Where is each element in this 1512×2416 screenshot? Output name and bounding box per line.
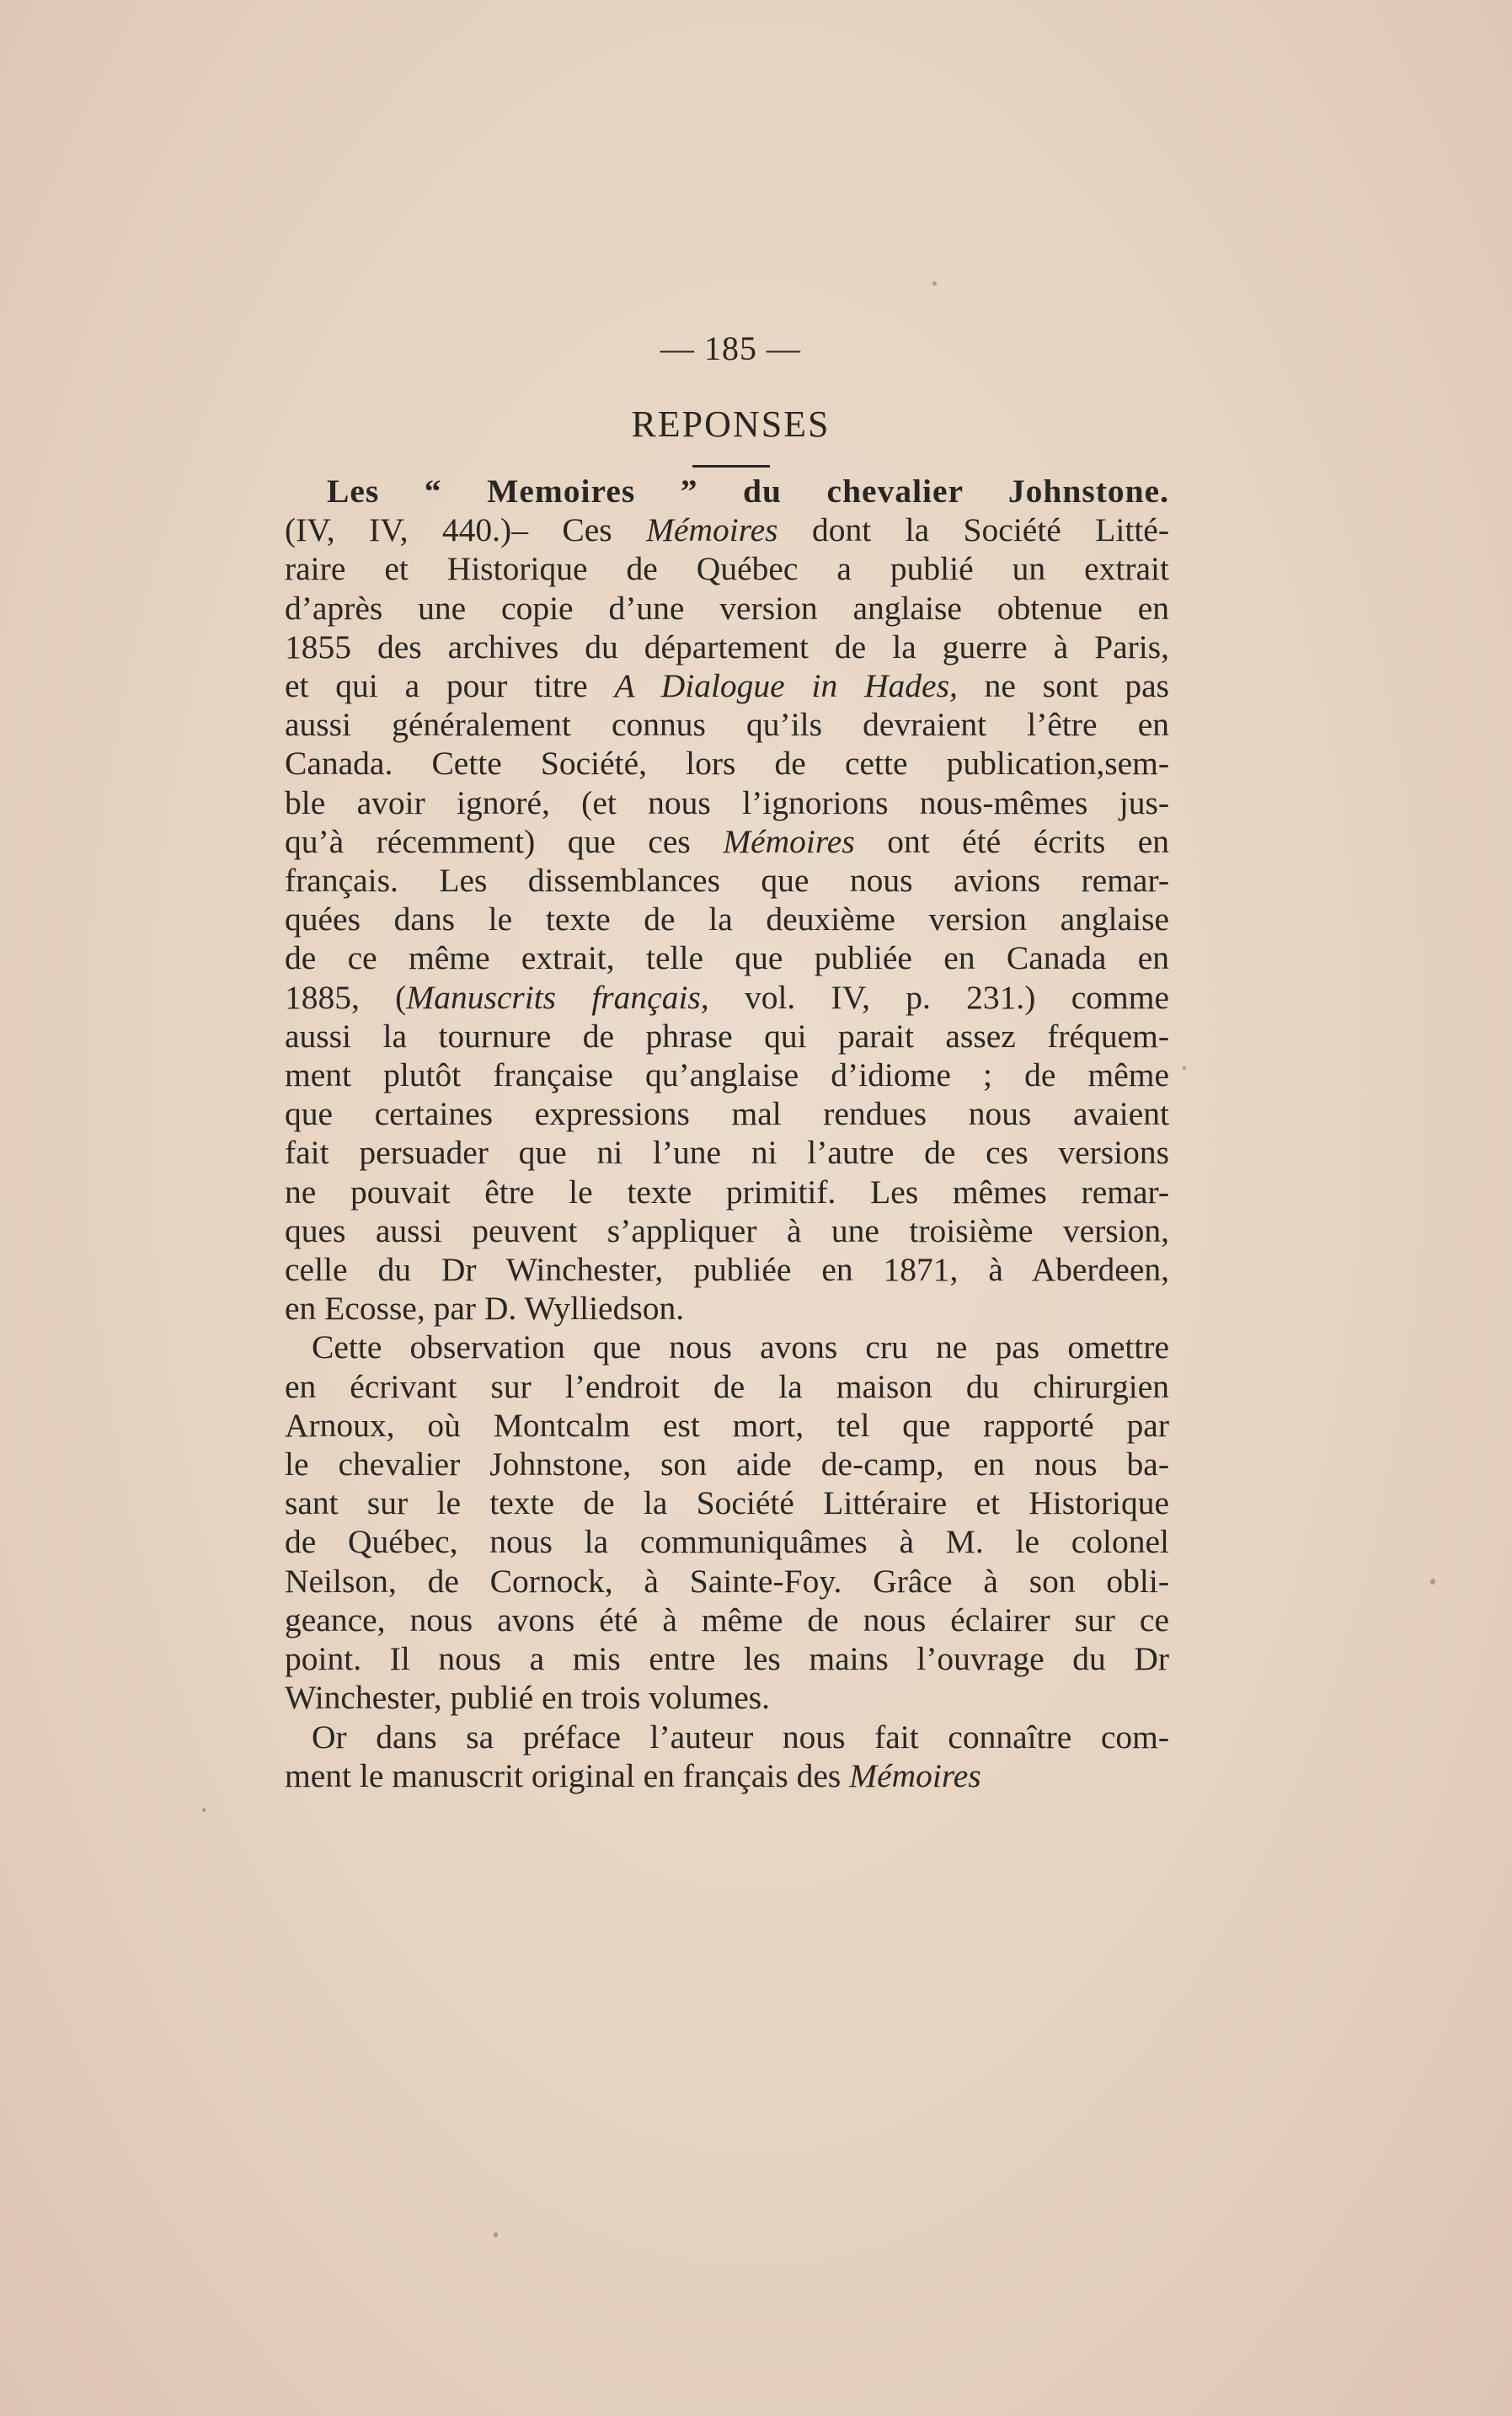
text-run: en Ecosse, par D. Wylliedson. bbox=[285, 1290, 685, 1328]
text-line bbox=[285, 705, 1169, 744]
italic-title: Mémoires bbox=[849, 1756, 981, 1794]
paragraph-1 bbox=[285, 510, 1169, 1328]
paper-speck bbox=[202, 1808, 206, 1812]
text-line bbox=[285, 1483, 1169, 1522]
text-run: aussi généralement connus qu’ils devraient l’être en bbox=[285, 706, 1169, 744]
text-line bbox=[285, 1211, 1169, 1250]
text-run: sant sur le texte de la Société Littéraire et Historique bbox=[285, 1484, 1169, 1522]
section-title: REPONSES bbox=[631, 404, 831, 445]
text-run: Winchester, publié en trois volumes. bbox=[285, 1679, 771, 1717]
text-run: ne pouvait être le texte primitif. Les mêmes remar- bbox=[285, 1173, 1169, 1211]
text-run: de Québec, nous la communiquâmes à M. le colonel bbox=[285, 1523, 1169, 1561]
text-run: d’après une copie d’une version anglaise obtenue en bbox=[285, 589, 1169, 627]
text-run: geance, nous avons été à même de nous éclairer sur ce bbox=[285, 1601, 1169, 1638]
text-line bbox=[285, 1639, 1169, 1678]
italic-title: Mémoires bbox=[646, 511, 778, 549]
paper-speck bbox=[1183, 1066, 1186, 1070]
text-run: ques aussi peuvent s’appliquer à une troisième version, bbox=[285, 1211, 1169, 1249]
text-line bbox=[285, 744, 1169, 783]
page-number: — 185 — bbox=[660, 329, 801, 367]
text-run: Canada. Cette Société, lors de cette publication,sem- bbox=[285, 745, 1169, 783]
text-run: ment plutôt française qu’anglaise d’idiome ; de même bbox=[285, 1056, 1169, 1094]
text-run: qu’à récemment) que ces bbox=[285, 822, 724, 860]
text-run: Or dans sa préface l’auteur nous fait connaître com- bbox=[312, 1718, 1169, 1756]
text-run: le chevalier Johnstone, son aide de-camp, en nous ba- bbox=[285, 1446, 1169, 1483]
text-run: (IV, IV, 440.)– Ces bbox=[285, 511, 647, 549]
text-line bbox=[285, 589, 1169, 628]
text-run: raire et Historique de Québec a publié un extrait bbox=[285, 550, 1169, 588]
text-run: fait persuader que ni l’une ni l’autre de ces versions bbox=[285, 1134, 1169, 1172]
text-run: 1885, ( bbox=[285, 978, 407, 1016]
text-line bbox=[285, 1017, 1169, 1056]
text-line bbox=[285, 1406, 1169, 1445]
title-divider bbox=[692, 465, 770, 468]
text-run: français. Les dissemblances que nous avions remar- bbox=[285, 862, 1169, 900]
text-run: celle du Dr Winchester, publiée en 1871, à Aberdeen, bbox=[285, 1251, 1169, 1289]
text-run: ble avoir ignoré, (et nous l’ignorions nous-mêmes jus- bbox=[285, 783, 1169, 821]
text-line bbox=[285, 1250, 1169, 1289]
text-line bbox=[285, 1718, 1169, 1756]
paper-speck bbox=[932, 281, 937, 286]
article-heading: Les “ Memoires ” du chevalier Johnstone. bbox=[327, 473, 1169, 510]
text-run: en écrivant sur l’endroit de la maison du chirurgien bbox=[285, 1367, 1169, 1405]
text-line bbox=[285, 1289, 1169, 1328]
text-run: aussi la tournure de phrase qui parait assez fréquem- bbox=[285, 1017, 1169, 1055]
article-body bbox=[285, 472, 1169, 1795]
text-run: quées dans le texte de la deuxième version anglaise bbox=[285, 901, 1169, 938]
text-line bbox=[285, 900, 1169, 938]
text-run: dont la Société Litté- bbox=[777, 511, 1169, 549]
text-line bbox=[285, 1056, 1169, 1094]
text-line bbox=[285, 938, 1169, 977]
text-line bbox=[285, 1133, 1169, 1172]
text-line bbox=[285, 1328, 1169, 1366]
text-line bbox=[285, 1094, 1169, 1133]
text-line bbox=[285, 978, 1169, 1017]
text-run: Cette observation que nous avons cru ne pas omettre bbox=[312, 1328, 1169, 1366]
text-line bbox=[285, 1756, 1169, 1795]
text-run: ment le manuscrit original en français des bbox=[285, 1756, 850, 1794]
text-line bbox=[285, 1522, 1169, 1561]
paragraph-3 bbox=[285, 1718, 1169, 1795]
text-line bbox=[285, 1562, 1169, 1601]
text-line bbox=[285, 1367, 1169, 1406]
text-run: Arnoux, où Montcalm est mort, tel que rapporté par bbox=[285, 1406, 1169, 1444]
italic-title: A Dialogue in Hades, bbox=[614, 667, 958, 705]
text-line bbox=[285, 549, 1169, 588]
text-run: ont été écrits en bbox=[854, 822, 1169, 860]
text-line bbox=[285, 783, 1169, 822]
text-line bbox=[285, 1678, 1169, 1717]
text-line bbox=[285, 1601, 1169, 1639]
italic-title: Mémoires bbox=[723, 822, 855, 860]
text-line bbox=[285, 822, 1169, 861]
paragraph-2 bbox=[285, 1328, 1169, 1717]
text-run: 1855 des archives du département de la guerre à Paris, bbox=[285, 628, 1169, 665]
text-run: de ce même extrait, telle que publiée en Canada en bbox=[285, 939, 1169, 977]
text-run: et qui a pour titre bbox=[285, 667, 615, 705]
text-run: vol. IV, p. 231.) comme bbox=[708, 978, 1169, 1016]
text-line bbox=[285, 861, 1169, 900]
paper-speck bbox=[494, 2232, 498, 2237]
text-line bbox=[285, 510, 1169, 549]
text-run: point. Il nous a mis entre les mains l’ouvrage du Dr bbox=[285, 1640, 1169, 1678]
text-run: Neilson, de Cornock, à Sainte-Foy. Grâce à son obli- bbox=[285, 1562, 1169, 1600]
text-line bbox=[285, 1445, 1169, 1483]
italic-title: Manuscrits français, bbox=[406, 978, 709, 1016]
text-line bbox=[285, 666, 1169, 705]
text-run: ne sont pas bbox=[957, 667, 1169, 705]
text-run: que certaines expressions mal rendues nous avaient bbox=[285, 1095, 1169, 1133]
text-line bbox=[285, 1173, 1169, 1211]
text-line bbox=[285, 628, 1169, 666]
paper-speck bbox=[1430, 1579, 1435, 1585]
